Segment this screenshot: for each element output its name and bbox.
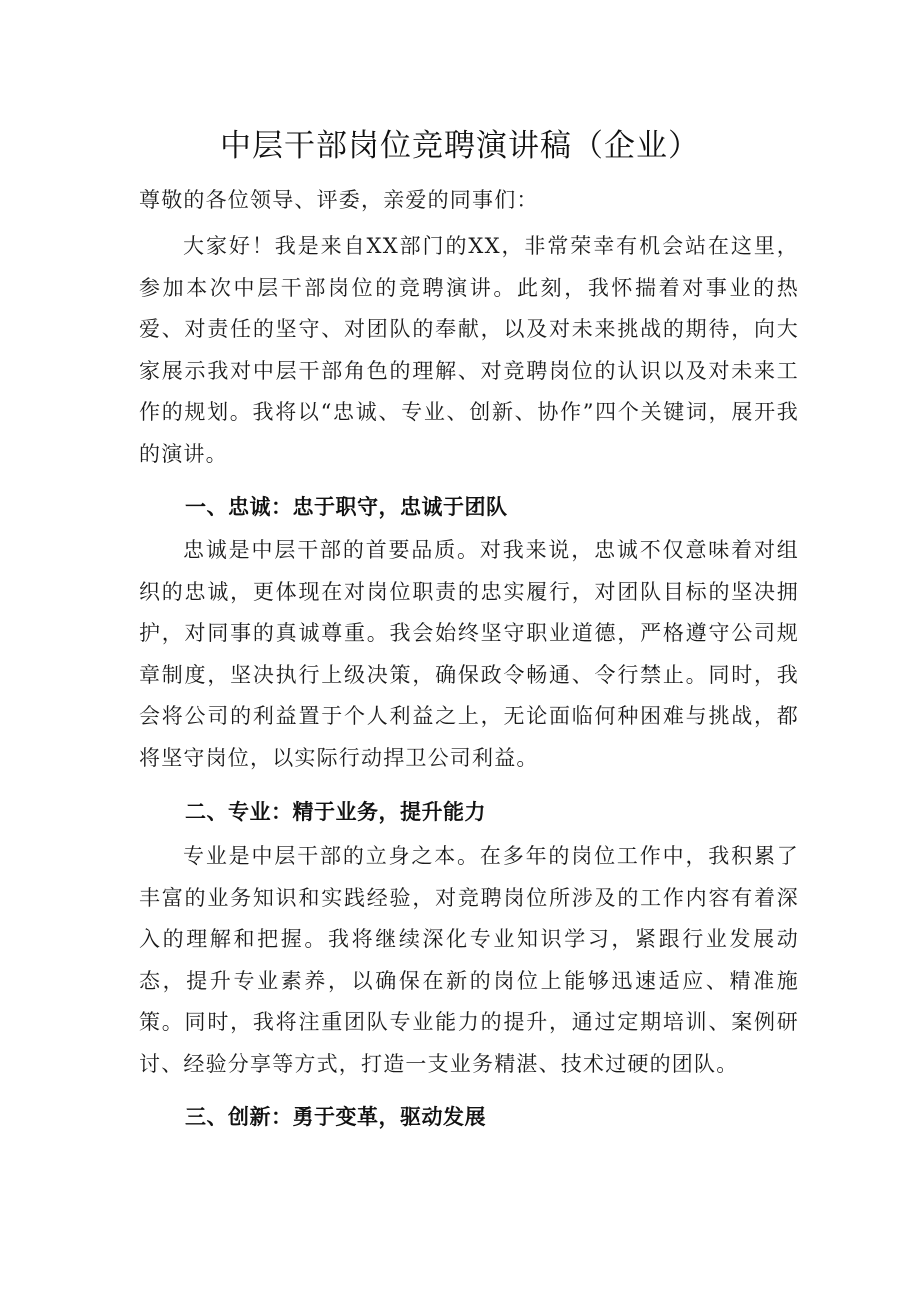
section-heading-innovation: 三、创新：勇于变革，驱动发展 [185,1105,486,1129]
paragraph-loyalty: 忠诚是中层干部的首要品质。对我来说，忠诚不仅意味着对组织的忠诚，更体现在对岗位职责的忠实履行，对团队目标的坚决拥护，对同事的真诚尊重。我会始终坚守职业道德，严格遵守公司规章制度，坚决执行上级决策，确保政令畅通、令行禁止。同时，我会将公司的利益置于个人利益之上，无论面临何种困难与挑战，都将坚守岗位，以实际行动捍卫公司利益。 [139,538,799,770]
document-title: 中层干部岗位竞聘演讲稿（企业） [220,128,700,164]
section-heading-professional: 二、专业：精于业务，提升能力 [185,800,486,824]
paragraph-intro: 大家好！我是来自XX部门的XX，非常荣幸有机会站在这里，参加本次中层干部岗位的竞聘演讲。此刻，我怀揣着对事业的热爱、对责任的坚守、对团队的奉献，以及对未来挑战的期待，向大家展示我对中层干部角色的理解、对竞聘岗位的认识以及对未来工作的规划。我将以“忠诚、专业、创新、协作”四个关键词，展开我的演讲。 [139,234,799,466]
section-heading-loyalty: 一、忠诚：忠于职守，忠诚于团队 [185,495,508,519]
paragraph-professional: 专业是中层干部的立身之本。在多年的岗位工作中，我积累了丰富的业务知识和实践经验，对竞聘岗位所涉及的工作内容有着深入的理解和把握。我将继续深化专业知识学习，紧跟行业发展动态，提升专业素养，以确保在新的岗位上能够迅速适应、精准施策。同时，我将注重团队专业能力的提升，通过定期培训、案例研讨、经验分享等方式，打造一支业务精湛、技术过硬的团队。 [139,844,799,1076]
salutation: 尊敬的各位领导、评委，亲爱的同事们： [139,188,539,212]
